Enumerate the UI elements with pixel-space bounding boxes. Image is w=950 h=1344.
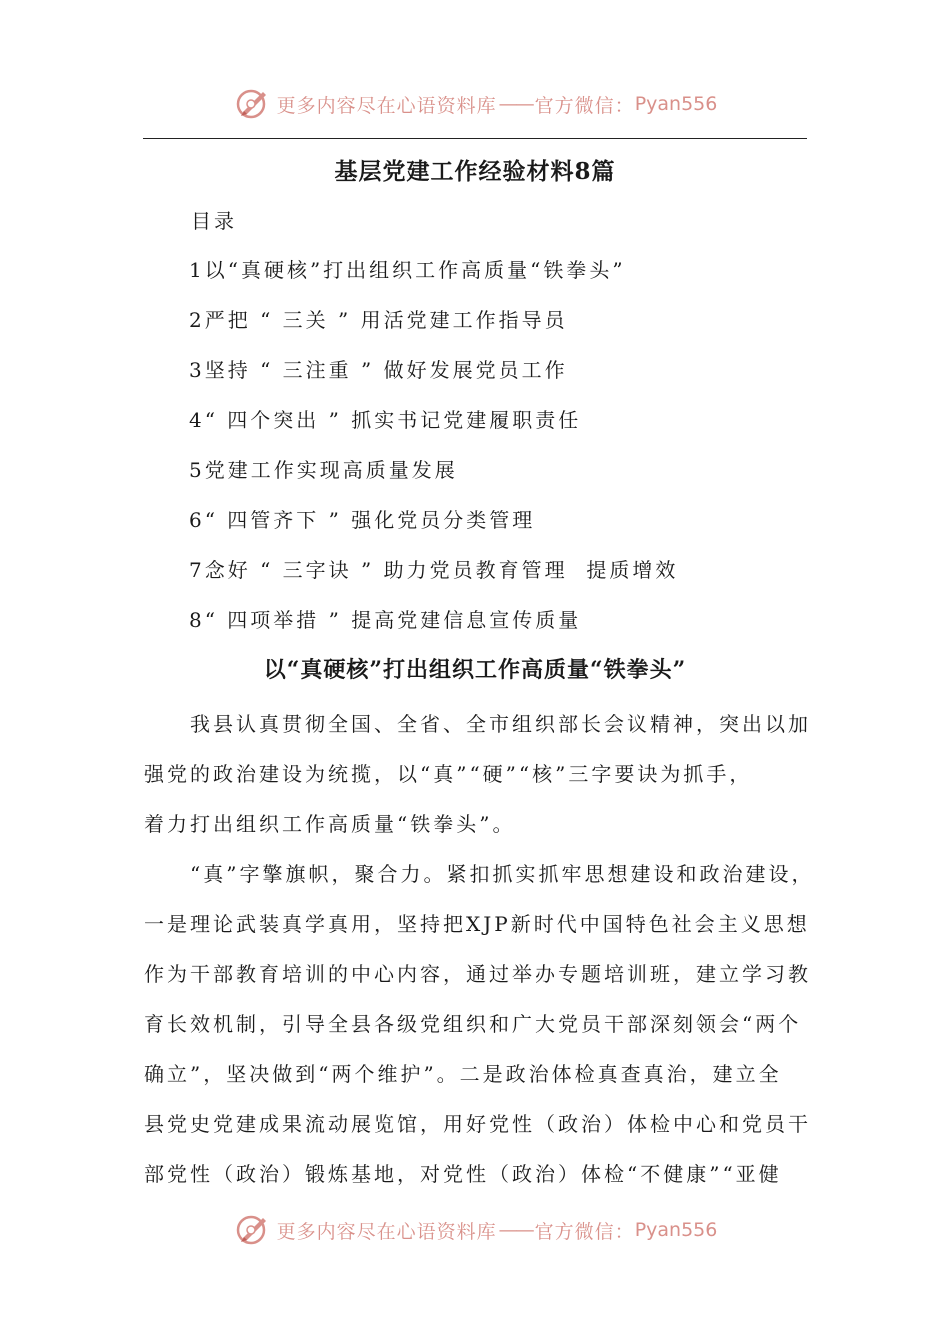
- watermark-wechat-label: 官方微信：: [534, 94, 635, 117]
- toc-item: 3坚持 “ 三注重 ” 做好发展党员工作: [189, 358, 568, 382]
- text-line: 县党史党建成果流动展览馆，用好党性（政治）体检中心和党员干: [144, 1112, 811, 1136]
- text-line: 着力打出组织工作高质量“铁拳头”。: [144, 812, 516, 836]
- toc-item: 5党建工作实现高质量发展: [189, 458, 458, 482]
- toc-item: 8“ 四项举措 ” 提高党建信息宣传质量: [189, 608, 582, 632]
- text-line: 作为干部教育培训的中心内容，通过举办专题培训班，建立学习教: [144, 962, 811, 986]
- toc-item: 1以“真硬核”打出组织工作高质量“铁拳头”: [189, 258, 626, 282]
- header-rule: [143, 138, 807, 139]
- table-of-contents: [189, 250, 678, 650]
- watermark-separator: ——: [498, 93, 533, 115]
- toc-item: 4“ 四个突出 ” 抓实书记党建履职责任: [189, 408, 582, 432]
- pen-logo-icon: [233, 1210, 273, 1250]
- watermark-wechat-label: 官方微信：: [534, 1220, 635, 1243]
- section-title: 以“真硬核”打出组织工作高质量“铁拳头”: [263, 657, 687, 683]
- text-line: 确立”，坚决做到“两个维护”。二是政治体检真查真治，建立全: [144, 1062, 782, 1086]
- text-line: “真”字擎旗帜，聚合力。紧扣抓实抓牢思想建设和政治建设，: [190, 862, 815, 886]
- pen-logo-icon: [233, 84, 273, 124]
- paragraph-1: [144, 699, 811, 849]
- text-line: 强党的政治建设为统揽，以“真”“硬”“核”三字要诀为抓手，: [144, 762, 753, 786]
- watermark-separator: ——: [498, 1219, 533, 1241]
- paragraph-2: [144, 849, 815, 1199]
- toc-heading: 目录: [191, 209, 237, 233]
- watermark-wechat-id: Pyan556: [634, 93, 718, 115]
- body-text: [144, 699, 815, 1199]
- watermark-text: 更多内容尽在心语资料库: [276, 94, 497, 117]
- text-line: 一是理论武装真学真用，坚持把XJP新时代中国特色社会主义思想: [144, 912, 810, 936]
- toc-item: 2严把 “ 三关 ” 用活党建工作指导员: [189, 308, 568, 332]
- document-title: 基层党建工作经验材料8篇: [334, 158, 616, 185]
- text-line: 部党性（政治）锻炼基地，对党性（政治）体检“不健康”“亚健: [144, 1162, 782, 1186]
- watermark-footer: [0, 1208, 950, 1252]
- toc-item: 7念好 “ 三字诀 ” 助力党员教育管理 提质增效: [189, 558, 679, 582]
- text-line: 我县认真贯彻全国、全省、全市组织部长会议精神，突出以加: [190, 712, 811, 736]
- watermark-text: 更多内容尽在心语资料库: [276, 1220, 497, 1243]
- toc-item: 6“ 四管齐下 ” 强化党员分类管理: [189, 508, 536, 532]
- watermark-wechat-id: Pyan556: [634, 1219, 718, 1241]
- watermark-header: [0, 82, 950, 126]
- text-line: 育长效机制，引导全县各级党组织和广大党员干部深刻领会“两个: [144, 1012, 802, 1036]
